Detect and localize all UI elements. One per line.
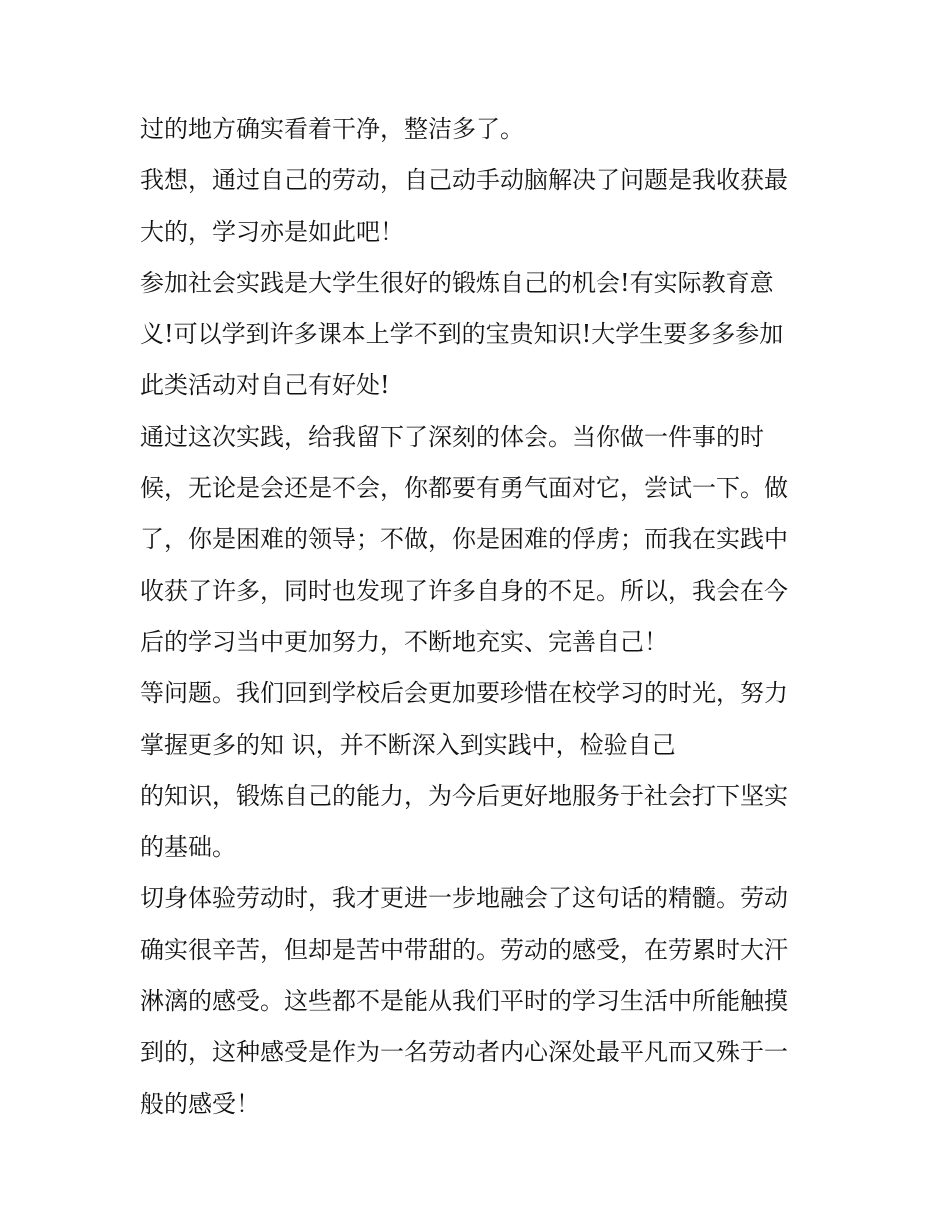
text-line: 确实很辛苦，但却是苦中带甜的。劳动的感受，在劳累时大汗: [140, 935, 788, 964]
text-line: 般的感受！: [140, 1089, 260, 1118]
text-line: 到的，这种感受是作为一名劳动者内心深处最平凡而又殊于一: [140, 1038, 788, 1067]
text-line: 掌握更多的知 识，并不断深入到实践中，检验自己: [140, 730, 676, 759]
text-line: 此类活动对自己有好处!: [140, 371, 390, 400]
text-line: 了，你是困难的领导；不做，你是困难的俘虏；而我在实践中: [140, 525, 788, 554]
text-line: 的基础。: [140, 833, 236, 862]
text-line: 的知识，锻炼自己的能力，为今后更好地服务于社会打下坚实: [140, 781, 788, 810]
text-line: 参加社会实践是大学生很好的锻炼自己的机会!有实际教育意: [140, 268, 774, 297]
text-line: 我想，通过自己的劳动，自己动手动脑解决了问题是我收获最: [140, 166, 788, 195]
text-line: 通过这次实践，给我留下了深刻的体会。当你做一件事的时: [140, 422, 764, 451]
text-line: 收获了许多，同时也发现了许多自身的不足。所以，我会在今: [140, 576, 788, 605]
text-line: 切身体验劳动时，我才更进一步地融会了这句话的精髓。劳动: [140, 884, 788, 913]
text-line: 大的，学习亦是如此吧！: [140, 217, 404, 246]
text-line: 淋漓的感受。这些都不是能从我们平时的学习生活中所能触摸: [140, 987, 788, 1016]
text-line: 等问题。我们回到学校后会更加要珍惜在校学习的时光，努力: [140, 679, 788, 708]
text-line: 候，无论是会还是不会，你都要有勇气面对它，尝试一下。做: [140, 474, 788, 503]
text-line: 过的地方确实看着干净，整洁多了。: [140, 115, 524, 143]
text-line: 义!可以学到许多课本上学不到的宝贵知识!大学生要多多参加: [140, 320, 784, 349]
document-body: [140, 104, 820, 1130]
text-line: 后的学习当中更加努力，不断地充实、完善自己！: [140, 627, 668, 656]
